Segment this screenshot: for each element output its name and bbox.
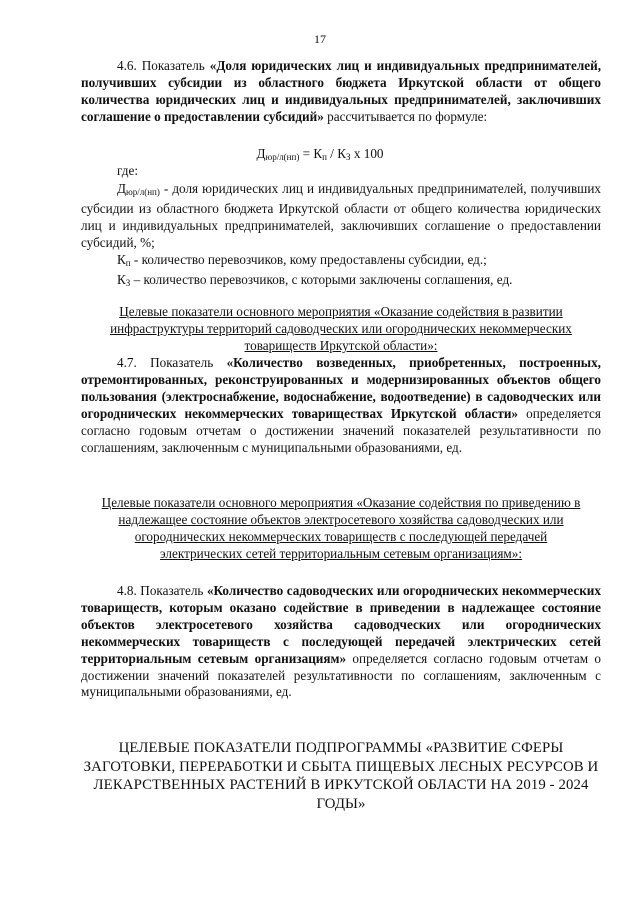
- formula-eq: = К: [299, 146, 323, 161]
- p48-indicator-name: «Количество садоводческих или огороднических некоммерческих товариществ, которым оказано содействие в приведении в надлежащее состояние объектов электросетевого хозяйства садоводческих или огороднических некоммерческих товариществ с последующей передачей электрических сетей территориальным сетевым организациям»: [81, 583, 601, 666]
- formula-d-sub: юр/л(нп): [265, 152, 300, 162]
- def-kz-symbol: К: [117, 271, 126, 287]
- p48-tail: определяется согласно годовым отчетам о достижении значений показателей результативности по соглашениям, заключенным с муниципальными образованиями, ед.: [81, 650, 601, 700]
- section-title-power-grid: Целевые показатели основного мероприятия «Оказание содействия по приведению в надлежащее состояние объектов электросетевого хозяйства садоводческих или огороднических некоммерческих товариществ с последующей передачей электрических сетей территориальным сетевым организациям»:: [101, 495, 581, 561]
- paragraph-4-6: [81, 58, 601, 126]
- formula-kz-sub: З: [346, 152, 351, 162]
- p47-tail: определяется согласно годовым отчетам о достижении значений показателей результативности по соглашениям, заключенным с муниципальными образованиями, ед.: [81, 405, 601, 455]
- p46-indicator-name: «Доля юридических лиц и индивидуальных предпринимателей, получивших субсидии из областного бюджета Иркутской области от общего количества юридических лиц и индивидуальных предпринимателей, заключивших соглашение о предоставлении субсидий»: [81, 58, 601, 124]
- def-kz-text: – количество перевозчиков, с которыми заключены соглашения, ед.: [130, 271, 513, 287]
- p46-lead: 4.6. Показатель: [117, 58, 210, 73]
- def-d-sub: юр/л(нп): [126, 187, 160, 197]
- def-d-text: - доля юридических лиц и индивидуальных предпринимателей, получивших субсидии из областного бюджета Иркутской области от общего количества юридических лиц и индивидуальных предпринимателей, заключивших соглашение о предоставлении субсидий, %;: [81, 181, 601, 250]
- def-d: [81, 181, 601, 252]
- where-label: где:: [117, 163, 138, 178]
- formula-d: Д: [256, 146, 266, 161]
- def-kz: [81, 272, 601, 292]
- p48-lead: 4.8. Показатель: [117, 583, 207, 598]
- paragraph-4-8: [81, 583, 601, 701]
- def-kp-sub: п: [125, 257, 131, 268]
- subprogram-heading: ЦЕЛЕВЫЕ ПОКАЗАТЕЛИ ПОДПРОГРАММЫ «РАЗВИТИЕ СФЕРЫ ЗАГОТОВКИ, ПЕРЕРАБОТКИ И СБЫТА ПИЩЕВЫХ ЛЕСНЫХ РЕСУРСОВ И ЛЕКАРСТВЕННЫХ РАСТЕНИЙ В ИРКУТСКОЙ ОБЛАСТИ НА 2019 - 2024 ГОДЫ»: [83, 740, 599, 812]
- def-kp-text: - количество перевозчиков, кому предоставлены субсидии, ед.;: [130, 251, 487, 267]
- formula-tail: х 100: [350, 146, 384, 161]
- definitions: [81, 181, 601, 291]
- def-kp: [81, 252, 601, 272]
- formula-div: / К: [326, 146, 347, 161]
- def-kp-symbol: К: [117, 251, 126, 267]
- def-d-symbol: Д: [117, 181, 126, 196]
- p47-lead: 4.7. Показатель: [117, 355, 227, 370]
- def-kz-sub: З: [125, 277, 131, 288]
- section-title-infrastructure: Целевые показатели основного мероприятия «Оказание содействия в развитии инфраструктуры территорий садоводческих или огороднических некоммерческих товариществ Иркутской области»:: [110, 304, 572, 353]
- p46-tail: рассчитывается по формуле:: [323, 108, 488, 124]
- p47-indicator-name: «Количество возведенных, приобретенных, построенных, отремонтированных, реконструированных и модернизированных объектов общего пользования (электроснабжение, водоснабжение, водоотведение) в садоводческих или огороднических некоммерческих товариществах Иркутской области»: [81, 355, 601, 421]
- formula: [0, 146, 640, 162]
- paragraph-4-7: [81, 355, 601, 456]
- page-number: 17: [314, 32, 326, 46]
- formula-kp-sub: п: [322, 152, 327, 162]
